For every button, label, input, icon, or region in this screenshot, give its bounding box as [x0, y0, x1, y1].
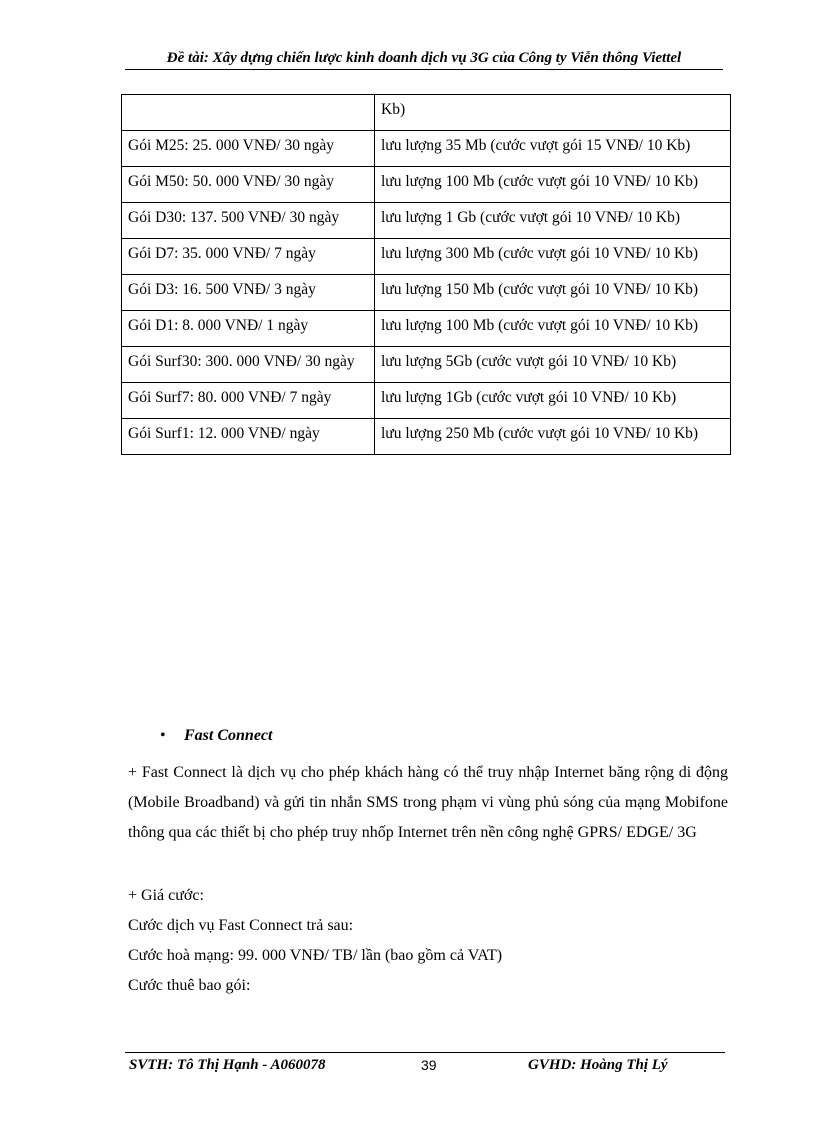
- table-cell-detail: lưu lượng 100 Mb (cước vượt gói 10 VNĐ/ 10 Kb): [375, 311, 731, 347]
- activation-fee-line: Cước hoà mạng: 99. 000 VNĐ/ TB/ lần (bao gồm cả VAT): [128, 947, 503, 964]
- table-cell-package: Gói D7: 35. 000 VNĐ/ 7 ngày: [122, 239, 375, 275]
- footer-student: SVTH: Tô Thị Hạnh - A060078: [129, 1057, 326, 1073]
- table-row: [122, 347, 731, 383]
- table-cell-package: Gói D1: 8. 000 VNĐ/ 1 ngày: [122, 311, 375, 347]
- document-header-title: Đề tài: Xây dựng chiến lược kinh doanh dịch vụ 3G của Công ty Viễn thông Viettel: [125, 48, 723, 70]
- table-cell-detail: lưu lượng 1 Gb (cước vượt gói 10 VNĐ/ 10 Kb): [375, 203, 731, 239]
- table-row: [122, 203, 731, 239]
- price-heading: + Giá cước:: [128, 887, 204, 904]
- table-cell-detail: lưu lượng 250 Mb (cước vượt gói 10 VNĐ/ 10 Kb): [375, 419, 731, 455]
- table-cell-detail: lưu lượng 150 Mb (cước vượt gói 10 VNĐ/ 10 Kb): [375, 275, 731, 311]
- table-cell-package: Gói D3: 16. 500 VNĐ/ 3 ngày: [122, 275, 375, 311]
- section-heading-text: Fast Connect: [184, 727, 273, 744]
- paragraph-description: + Fast Connect là dịch vụ cho phép khách hàng có thể truy nhập Internet băng rộng di động (Mobile Broadband) và gửi tin nhắn SMS trong phạm vi vùng phủ sóng của mạng Mobifone thông qua các thiết bị cho phép truy nhốp Internet trên nền công nghệ GPRS/ EDGE/ 3G: [128, 764, 728, 841]
- subscription-fee-line: Cước thuê bao gói:: [128, 977, 251, 994]
- table-cell-detail: Kb): [375, 95, 731, 131]
- table-cell-detail: lưu lượng 35 Mb (cước vượt gói 15 VNĐ/ 10 Kb): [375, 131, 731, 167]
- table-cell-package: Gói Surf7: 80. 000 VNĐ/ 7 ngày: [122, 383, 375, 419]
- table-row: [122, 95, 731, 131]
- table-cell-package: Gói Surf30: 300. 000 VNĐ/ 30 ngày: [122, 347, 375, 383]
- table-row: [122, 383, 731, 419]
- table-cell-package: Gói D30: 137. 500 VNĐ/ 30 ngày: [122, 203, 375, 239]
- footer-advisor: GVHD: Hoàng Thị Lý: [528, 1057, 668, 1073]
- table-row: [122, 311, 731, 347]
- table-cell-package: Gói Surf1: 12. 000 VNĐ/ ngày: [122, 419, 375, 455]
- table-row: [122, 419, 731, 455]
- table-cell-package: Gói M50: 50. 000 VNĐ/ 30 ngày: [122, 167, 375, 203]
- table-row: [122, 239, 731, 275]
- table-cell-package: [122, 95, 375, 131]
- table-row: [122, 131, 731, 167]
- postpaid-line: Cước dịch vụ Fast Connect trả sau:: [128, 917, 354, 934]
- table-cell-detail: lưu lượng 1Gb (cước vượt gói 10 VNĐ/ 10 Kb): [375, 383, 731, 419]
- package-table: [121, 94, 731, 455]
- table-row: [122, 167, 731, 203]
- table-cell-package: Gói M25: 25. 000 VNĐ/ 30 ngày: [122, 131, 375, 167]
- table-cell-detail: lưu lượng 5Gb (cước vượt gói 10 VNĐ/ 10 Kb): [375, 347, 731, 383]
- footer-divider: [125, 1052, 725, 1053]
- table-cell-detail: lưu lượng 100 Mb (cước vượt gói 10 VNĐ/ 10 Kb): [375, 167, 731, 203]
- table-cell-detail: lưu lượng 300 Mb (cước vượt gói 10 VNĐ/ 10 Kb): [375, 239, 731, 275]
- footer-page-number: 39: [421, 1057, 437, 1073]
- table-row: [122, 275, 731, 311]
- bullet-icon: •: [160, 727, 166, 744]
- section-heading: [160, 725, 272, 747]
